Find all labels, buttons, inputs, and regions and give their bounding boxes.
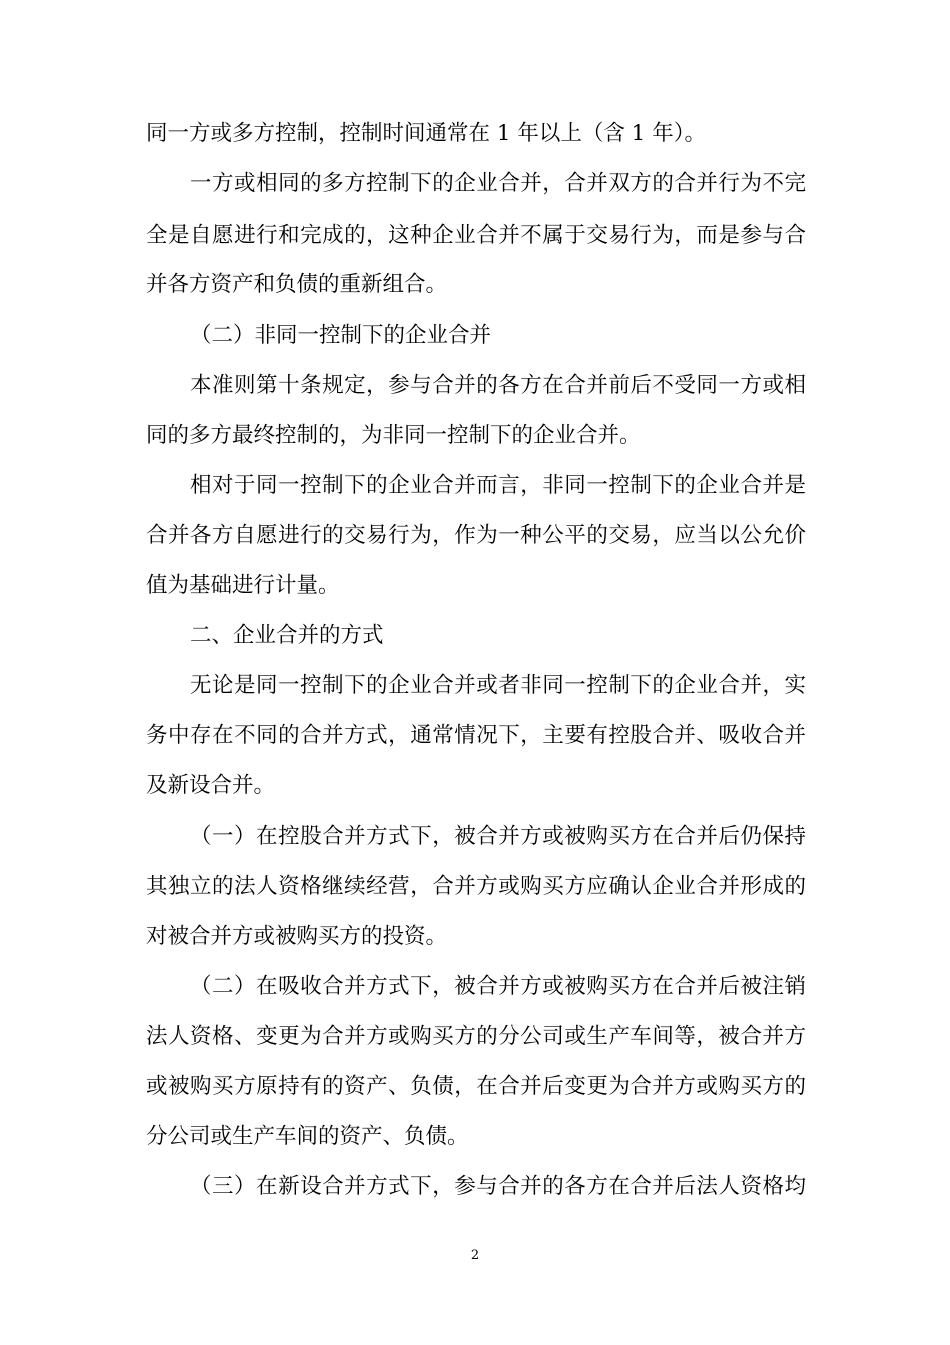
section-heading: （二）非同一控制下的企业合并 [190,323,492,348]
paragraph-line: 无论是同一控制下的企业合并或者非同一控制下的企业合并，实 [190,673,806,698]
paragraph-line: 其独立的法人资格继续经营，合并方或购买方应确认企业合并形成的 [146,874,806,899]
paragraph-line: 并各方资产和负债的重新组合。 [146,272,448,297]
paragraph-line: 分公司或生产车间的资产、负债。 [146,1124,469,1149]
paragraph-line: 法人资格、变更为合并方或购买方的分公司或生产车间等，被合并方 [146,1024,806,1049]
paragraph-line: 相对于同一控制下的企业合并而言，非同一控制下的企业合并是 [190,473,806,498]
paragraph-line: （二）在吸收合并方式下，被合并方或被购买方在合并后被注销 [190,974,806,999]
paragraph-line: 同一方或多方控制，控制时间通常在 1 年以上（含 1 年）。 [146,121,706,146]
page-number: 2 [470,1248,480,1263]
paragraph-line: 及新设合并。 [146,773,276,798]
section-heading: 二、企业合并的方式 [190,623,384,648]
paragraph-line: 或被购买方原持有的资产、负债，在合并后变更为合并方或购买方的 [146,1074,806,1099]
paragraph-line: 合并各方自愿进行的交易行为，作为一种公平的交易，应当以公允价 [146,523,806,548]
paragraph-line: 值为基础进行计量。 [146,573,340,598]
paragraph-line: 务中存在不同的合并方式，通常情况下，主要有控股合并、吸收合并 [146,723,806,748]
paragraph-line: 同的多方最终控制的，为非同一控制下的企业合并。 [146,423,641,448]
paragraph-line: （一）在控股合并方式下，被合并方或被购买方在合并后仍保持 [190,824,806,849]
paragraph-line: 对被合并方或被购买方的投资。 [146,924,448,949]
paragraph-line: 本准则第十条规定，参与合并的各方在合并前后不受同一方或相 [190,373,806,398]
paragraph-line: 全是自愿进行和完成的，这种企业合并不属于交易行为，而是参与合 [146,223,806,248]
paragraph-line: 一方或相同的多方控制下的企业合并，合并双方的合并行为不完 [190,171,806,196]
paragraph-line: （三）在新设合并方式下，参与合并的各方在合并后法人资格均 [190,1174,806,1199]
